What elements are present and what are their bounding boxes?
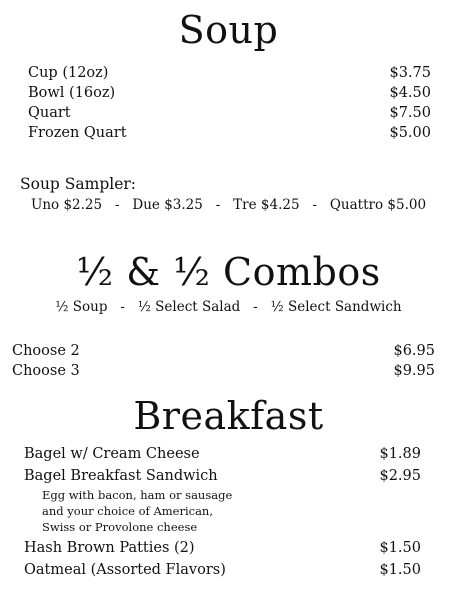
- sandwich-description-line: Egg with bacon, ham or sausage: [42, 488, 233, 502]
- breakfast-item-name: Hash Brown Patties (2): [24, 540, 195, 556]
- soup-item-price: $4.50: [389, 85, 431, 101]
- soup-item-price: $5.00: [389, 125, 431, 141]
- soup-item-name: Cup (12oz): [28, 65, 109, 81]
- combos-options: ½ Soup - ½ Select Salad - ½ Select Sandwich: [55, 299, 402, 315]
- soup-sampler-options: Uno $2.25 - Due $3.25 - Tre $4.25 - Quattro $5.00: [30, 197, 427, 213]
- breakfast-item-name: Oatmeal (Assorted Flavors): [24, 562, 226, 578]
- soup-heading: Soup: [178, 8, 279, 52]
- soup-item-name: Bowl (16oz): [28, 85, 116, 101]
- breakfast-item-price: $1.50: [379, 540, 421, 556]
- breakfast-heading: Breakfast: [133, 394, 324, 438]
- soup-item-name: Frozen Quart: [28, 125, 127, 141]
- breakfast-item-price: $1.89: [379, 446, 421, 462]
- breakfast-item-price: $1.50: [379, 562, 421, 578]
- soup-item-price: $3.75: [389, 65, 431, 81]
- breakfast-item-name: Bagel Breakfast Sandwich: [24, 468, 218, 484]
- combo-item-name: Choose 3: [12, 363, 80, 379]
- combos-heading: ½ & ½ Combos: [76, 250, 381, 294]
- breakfast-item-price: $2.95: [379, 468, 421, 484]
- soup-item-price: $7.50: [389, 105, 431, 121]
- breakfast-item-name: Bagel w/ Cream Cheese: [24, 446, 200, 462]
- soup-item-name: Quart: [28, 105, 71, 121]
- sandwich-description-line: Swiss or Provolone cheese: [42, 520, 198, 534]
- sandwich-description-line: and your choice of American,: [42, 504, 213, 518]
- soup-sampler-title: Soup Sampler:: [20, 175, 137, 193]
- combo-item-name: Choose 2: [12, 343, 80, 359]
- combo-item-price: $6.95: [393, 343, 435, 359]
- combo-item-price: $9.95: [393, 363, 435, 379]
